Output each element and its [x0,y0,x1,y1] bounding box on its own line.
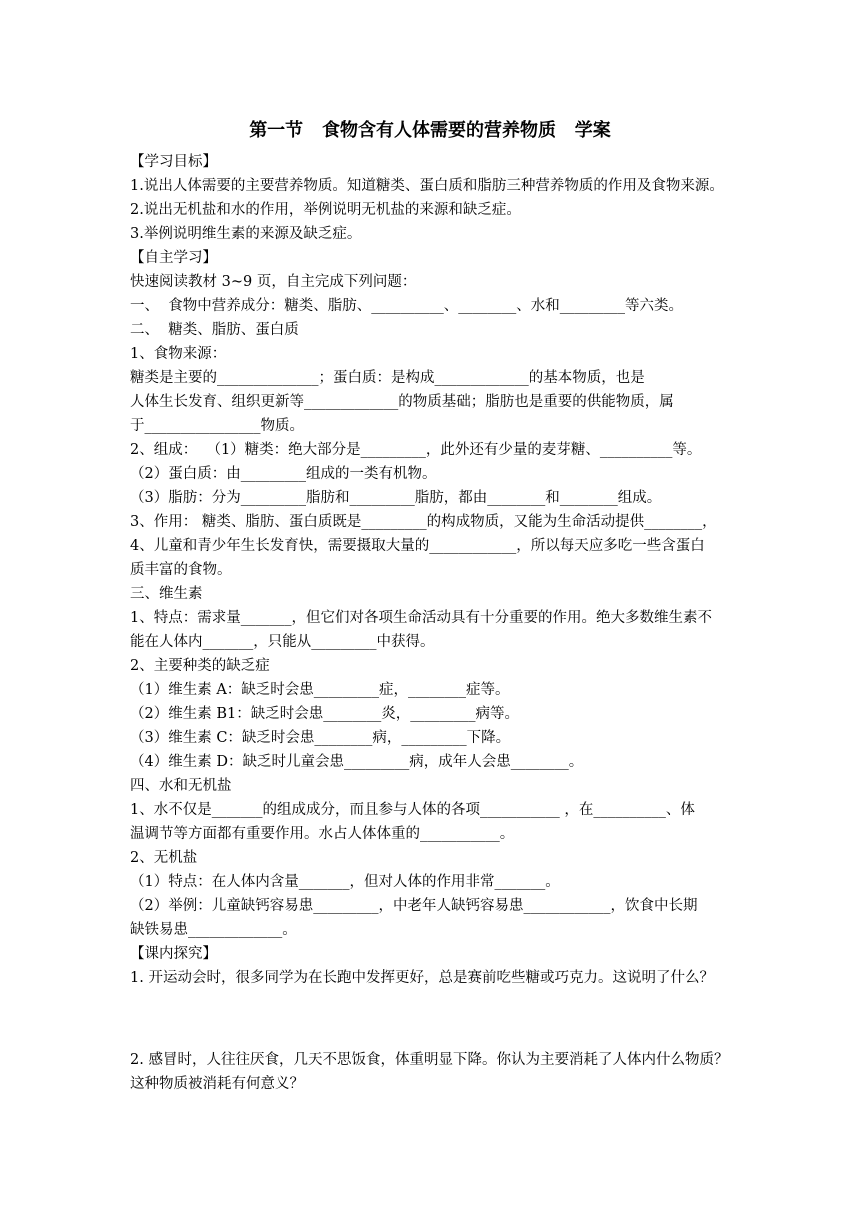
food-sources-line-1: 糖类是主要的______________；蛋白质：是构成_____________的基本物质，也是 [130,370,645,386]
water-line-1: 1、水不仅是_______的组成成分，而且参与人体的各项___________ ，在__________、体 [130,802,695,818]
function-line: 3、作用： 糖类、脂肪、蛋白质既是_________的构成物质，又能为生命活动提供________， [130,514,717,530]
water-line-2: 温调节等方面都有重要作用。水占人体体重的___________。 [130,826,515,842]
vitamin-a: （1）维生素 A：缺乏时会患_________症，________症等。 [130,682,510,698]
children-protein-line-2: 质丰富的食物。 [130,562,232,578]
vitamin-b1: （2）维生素 B1：缺乏时会患________炎，_________病等。 [130,706,519,722]
children-protein-line-1: 4、儿童和青少年生长发育快，需要摄取大量的____________，所以每天应多吃一些含蛋白 [130,538,705,554]
minerals-heading: 2、无机盐 [130,850,198,866]
vitamin-d: （4）维生素 D：缺乏时儿童会患_________病，成年人会患________。 [130,754,584,770]
inquiry-question-2-line-1: 2. 感冒时，人往往厌食，几天不思饭食，体重明显下降。你认为主要消耗了人体内什么物质？ [130,1052,729,1068]
composition-protein: （2）蛋白质：由_________组成的一类有机物。 [130,466,437,482]
minerals-examples-line-1: （2）举例：儿童缺钙容易患_________，中老年人缺钙容易患____________，饮食中长期 [130,898,698,914]
composition-carbs: 2、组成： （1）糖类：绝大部分是_________，此外还有少量的麦芽糖、__________等。 [130,442,702,458]
heading-water-minerals: 四、水和无机盐 [130,778,232,794]
heading-vitamins: 三、维生素 [130,586,203,602]
section-heading-objectives: 【学习目标】 [130,154,217,170]
inquiry-question-2-line-2: 这种物质被消耗有何意义？ [130,1076,304,1092]
objective-2: 2.说出无机盐和水的作用，举例说明无机盐的来源和缺乏症。 [130,202,521,218]
minerals-traits: （1）特点：在人体内含量_______，但对人体的作用非常_______。 [130,874,560,890]
page-title: 第一节 食物含有人体需要的营养物质 学案 [249,120,611,141]
food-sources-heading: 1、食物来源： [130,346,227,362]
heading-carbs-fat-protein: 二、 糖类、脂肪、蛋白质 [130,322,299,338]
food-sources-line-2: 人体生长发育、组织更新等_____________的物质基础；脂肪也是重要的供能物质，属 [130,394,674,410]
vitamin-traits-line-1: 1、特点：需求量_______，但它们对各项生命活动具有十分重要的作用。绝大多数维生素不 [130,610,712,626]
answer-space[interactable] [130,990,735,1048]
minerals-examples-line-2: 缺铁易患_____________。 [130,922,297,938]
objective-1: 1.说出人体需要的主要营养物质。知道糖类、蛋白质和脂肪三种营养物质的作用及食物来源。 [130,178,724,194]
reading-instruction: 快速阅读教材 3~9 页，自主完成下列问题： [130,274,417,290]
section-heading-self-study: 【自主学习】 [130,250,217,266]
vitamin-traits-line-2: 能在人体内_______，只能从_________中获得。 [130,634,435,650]
section-heading-inquiry: 【课内探究】 [130,946,217,962]
composition-fat: （3）脂肪：分为_________脂肪和_________脂肪，都由________和________组成。 [130,490,662,506]
inquiry-question-1: 1. 开运动会时，很多同学为在长跑中发挥更好，总是赛前吃些糖或巧克力。这说明了什么？ [130,970,714,986]
worksheet-body [130,150,735,1096]
vitamin-deficiency-heading: 2、主要种类的缺乏症 [130,658,270,674]
vitamin-c: （3）维生素 C：缺乏时会患________病，_________下降。 [130,730,511,746]
objective-3: 3.举例说明维生素的来源及缺乏症。 [130,226,362,242]
nutrient-categories: 一、 食物中营养成分：糖类、脂肪、__________、________、水和_________等六类。 [130,298,683,314]
food-sources-line-3: 于________________物质。 [130,418,304,434]
